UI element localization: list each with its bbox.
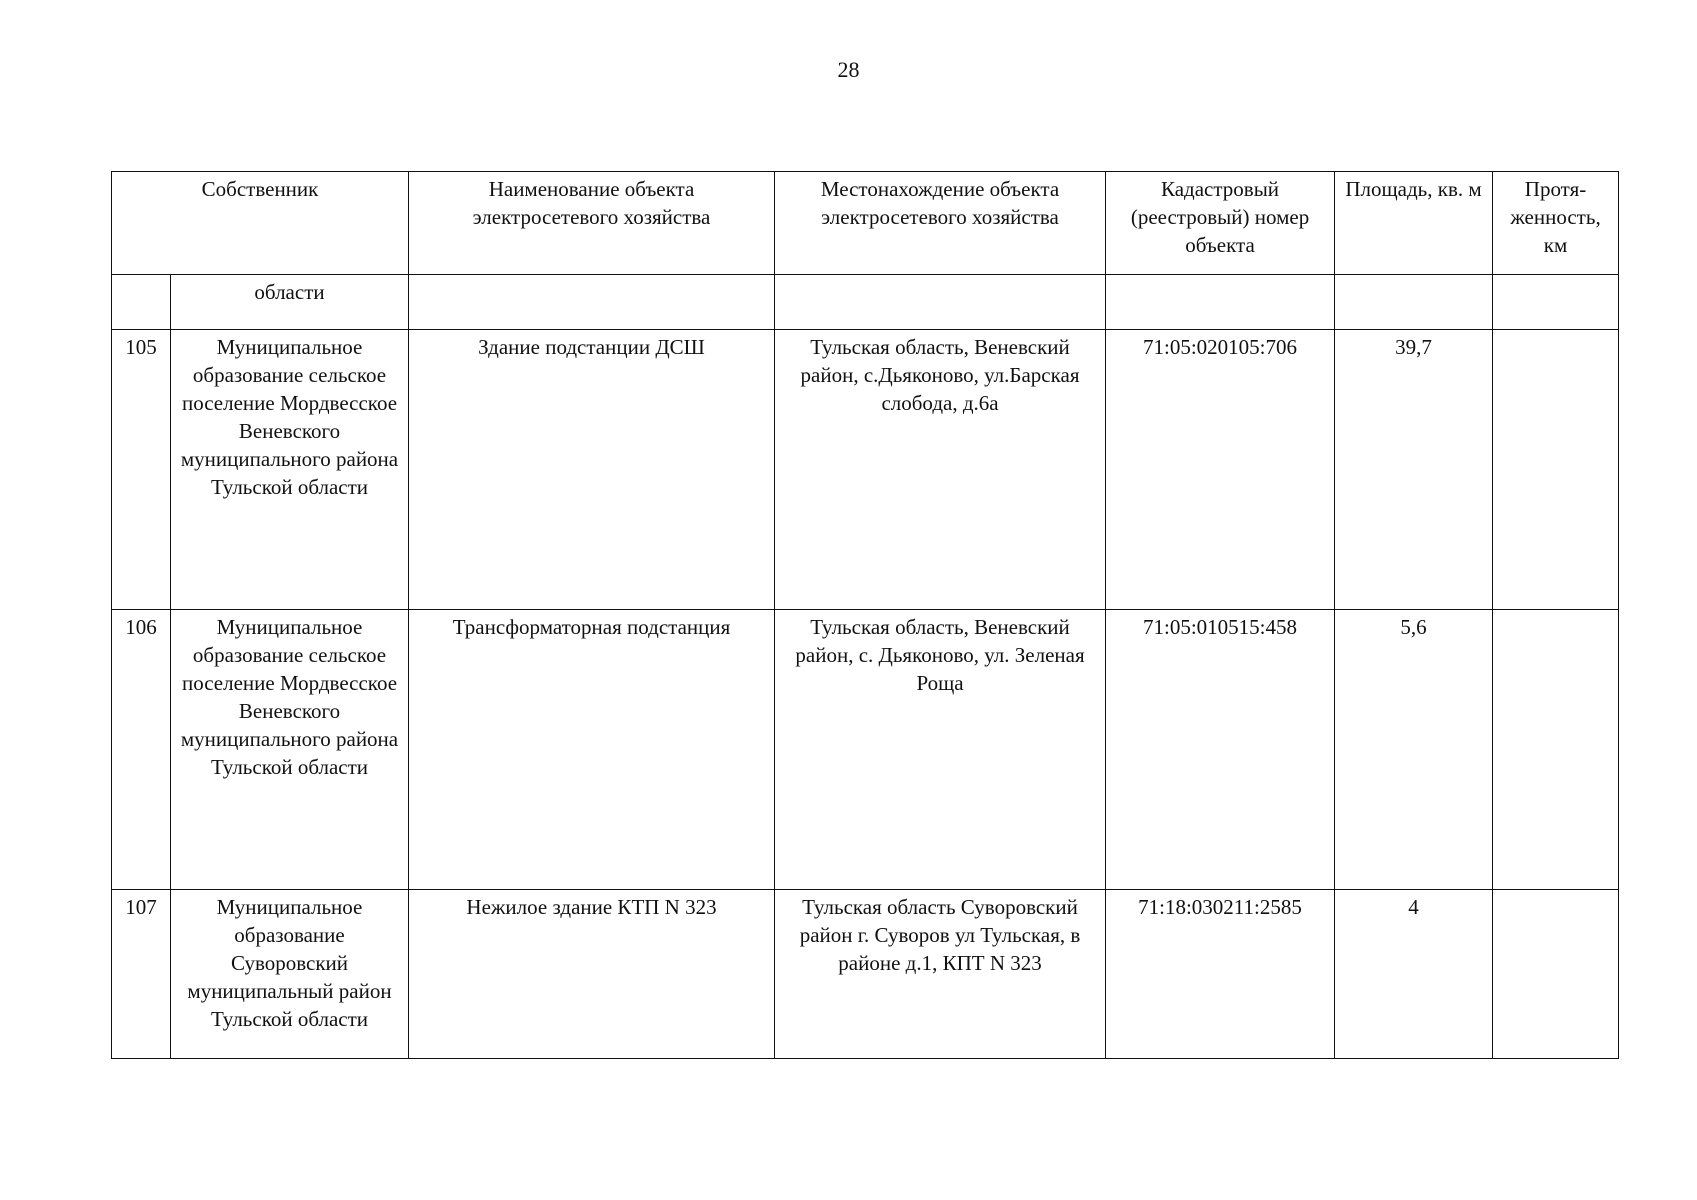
header-owner: Собственник xyxy=(112,172,409,275)
cell-area: 4 xyxy=(1335,890,1493,1059)
cell-location: Тульская область, Веневский район, с.Дьяконово, ул.Барская слобода, д.6а xyxy=(775,330,1106,610)
cell-owner: Муниципальное образование Суворовский муниципальный район Тульской области xyxy=(171,890,409,1059)
cell-location: Тульская область Суворовский район г. Суворов ул Тульская, в районе д.1, КПТ N 323 xyxy=(775,890,1106,1059)
cell-num: 107 xyxy=(112,890,171,1059)
cell-area: 5,6 xyxy=(1335,610,1493,890)
page-number: 28 xyxy=(837,57,860,82)
cell-owner: области xyxy=(171,275,409,330)
table-header-row xyxy=(112,172,1619,275)
header-area: Площадь, кв. м xyxy=(1335,172,1493,275)
cell-length xyxy=(1493,330,1619,610)
cell-object-name: Здание подстанции ДСШ xyxy=(409,330,775,610)
cell-object-name: Трансформаторная подстанция xyxy=(409,610,775,890)
cell-cadastral: 71:18:030211:2585 xyxy=(1106,890,1335,1059)
table-row xyxy=(112,610,1619,890)
table-row xyxy=(112,890,1619,1059)
cell-area xyxy=(1335,275,1493,330)
cell-length xyxy=(1493,610,1619,890)
cell-object-name xyxy=(409,275,775,330)
cell-num: 105 xyxy=(112,330,171,610)
cell-location: Тульская область, Веневский район, с. Дьяконово, ул. Зеленая Роща xyxy=(775,610,1106,890)
header-object-name: Наименование объекта электросетевого хозяйства xyxy=(409,172,775,275)
cell-location xyxy=(775,275,1106,330)
header-location: Местонахождение объекта электросетевого хозяйства xyxy=(775,172,1106,275)
header-cadastral: Кадастровый (реестровый) номер объекта xyxy=(1106,172,1335,275)
cell-owner: Муниципальное образование сельское поселение Мордвесское Веневского муниципального района Тульской области xyxy=(171,330,409,610)
cell-object-name: Нежилое здание КТП N 323 xyxy=(409,890,775,1059)
property-table xyxy=(111,171,1619,1059)
cell-cadastral: 71:05:010515:458 xyxy=(1106,610,1335,890)
cell-num: 106 xyxy=(112,610,171,890)
cell-length xyxy=(1493,275,1619,330)
cell-num xyxy=(112,275,171,330)
cell-cadastral: 71:05:020105:706 xyxy=(1106,330,1335,610)
header-length: Протя-женность, км xyxy=(1493,172,1619,275)
cell-area: 39,7 xyxy=(1335,330,1493,610)
continuation-row xyxy=(112,275,1619,330)
cell-owner: Муниципальное образование сельское поселение Мордвесское Веневского муниципального района Тульской области xyxy=(171,610,409,890)
cell-length xyxy=(1493,890,1619,1059)
cell-cadastral xyxy=(1106,275,1335,330)
table-row xyxy=(112,330,1619,610)
